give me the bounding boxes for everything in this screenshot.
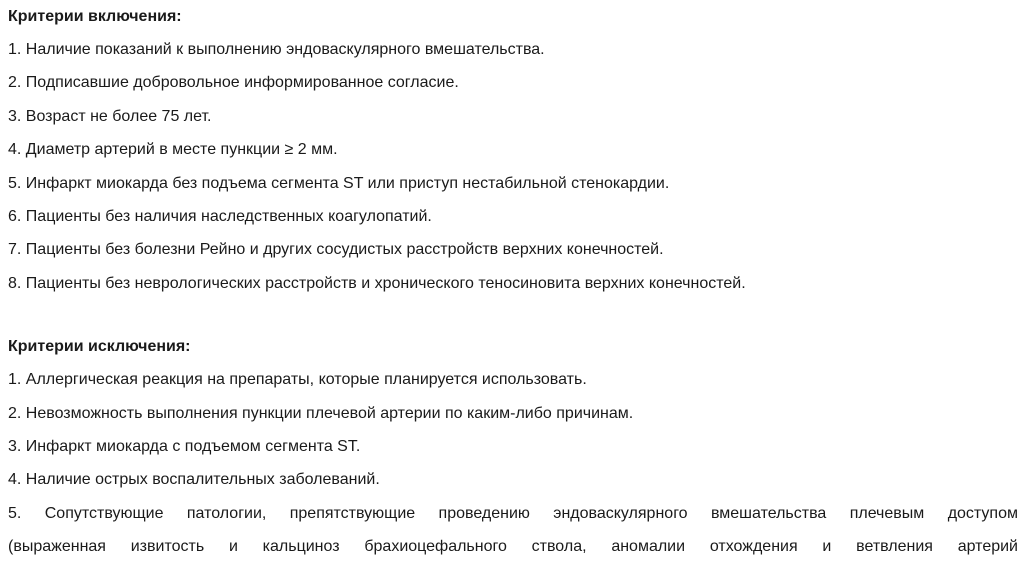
exclusion-item: 4. Наличие острых воспалительных заболеваний. — [8, 471, 380, 489]
inclusion-item: 8. Пациенты без неврологических расстройств и хронического теносиновита верхних конечностей. — [8, 274, 746, 292]
inclusion-item: 2. Подписавшие добровольное информированное согласие. — [8, 74, 459, 92]
exclusion-item-5-line-1: 5. Сопутствующие патологии, препятствующие проведению эндоваскулярного вмешательства плечевым доступом — [8, 504, 1018, 522]
exclusion-criteria-heading: Критерии исключения: — [8, 338, 191, 356]
inclusion-item: 3. Возраст не более 75 лет. — [8, 107, 212, 125]
section-spacer — [8, 300, 1018, 330]
inclusion-item: 6. Пациенты без наличия наследственных коагулопатий. — [8, 207, 432, 225]
exclusion-item: 1. Аллергическая реакция на препараты, которые планируется использовать. — [8, 371, 587, 389]
inclusion-item: 1. Наличие показаний к выполнению эндоваскулярного вмешательства. — [8, 41, 545, 58]
inclusion-item: 5. Инфаркт миокарда без подъема сегмента ST или приступ нестабильной стенокардии. — [8, 174, 670, 192]
inclusion-item: 4. Диаметр артерий в месте пункции ≥ 2 мм. — [8, 141, 338, 159]
inclusion-item: 7. Пациенты без болезни Рейно и других сосудистых расстройств верхних конечностей. — [8, 241, 664, 259]
exclusion-item-5 — [8, 497, 1018, 563]
exclusion-item-5-line-2: (выраженная извитость и кальциноз брахиоцефального ствола, аномалии отхождения и ветвления артерий — [8, 537, 1018, 555]
exclusion-item: 3. Инфаркт миокарда с подъемом сегмента ST. — [8, 437, 361, 455]
exclusion-item: 2. Невозможность выполнения пункции плечевой артерии по каким-либо причинам. — [8, 404, 634, 422]
inclusion-criteria-heading: Критерии включения: — [8, 8, 182, 25]
document-page — [8, 0, 1018, 563]
